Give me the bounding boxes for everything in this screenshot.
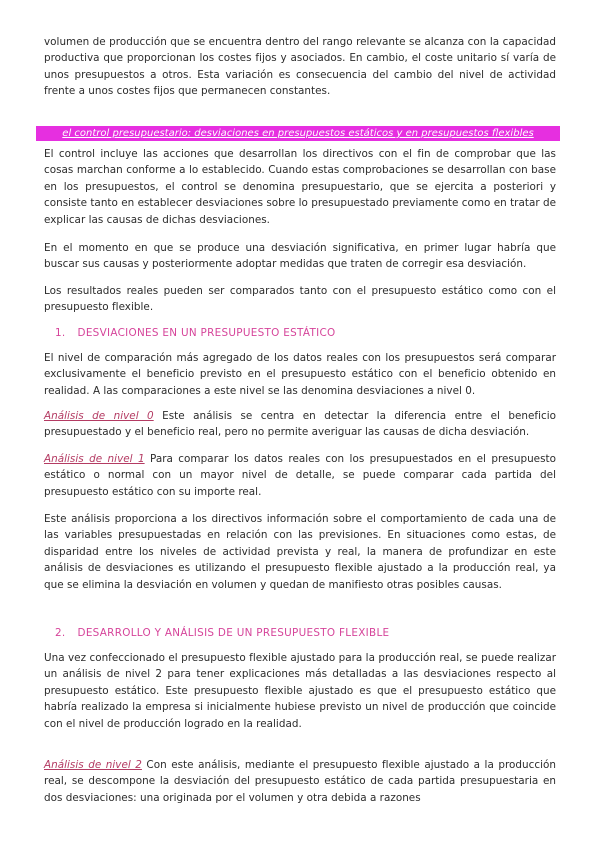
heading-desviaciones-estatico (55, 325, 336, 341)
paragraph-intro: volumen de producción que se encuentra dentro del rango relevante se alcanza con la capacidad productiva que proporcionan los costes fijos y asociados. En cambio, el coste unitario sí varía de unos presupuestos a otros. Esta variación es consecuencia del cambio del nivel de actividad frente a unos costes fijos que permanecen constantes. (44, 36, 556, 98)
paragraph-analisis-nivel-1 (44, 451, 556, 500)
level-1-label: Análisis de nivel 1 (44, 453, 145, 465)
heading-text: DESVIACIONES EN UN PRESUPUESTO ESTÁTICO (77, 327, 336, 339)
level-0-text: Este análisis se centra en detectar la diferencia entre el beneficio presupuestado y el beneficio real, pero no permite averiguar las causas de dicha desviación. (44, 410, 556, 439)
level-2-label: Análisis de nivel 2 (44, 759, 142, 771)
paragraph-control: El control incluye las acciones que desarrollan los directivos con el fin de comprobar que las cosas marchan conforme a lo establecido. Cuando estas comprobaciones se desarrollan con base en los presupuestos, el control se denomina presupuestario, que se ejercita a posteriori y consiste tanto en establecer desviaciones sobre lo presupuestado previamente como en tratar de explicar las causas de dichas desviaciones. (44, 148, 556, 226)
paragraph-analisis-info: Este análisis proporciona a los directivos información sobre el comportamiento de cada una de las variables presupuestadas en relación con las previsiones. En situaciones como estas, de disparidad entre los niveles de actividad prevista y real, la manera de profundizar en este análisis de desviaciones es utilizando el presupuesto flexible ajustado a la producción real, ya que se elimina la desviación en volumen y quedan de manifiesto otras posibles causas. (44, 513, 556, 591)
level-1-text: Para comparar los datos reales con los presupuestados en el presupuesto estático o normal con un mayor nivel de detalle, se puede comparar cada partida del presupuesto estático con su importe real. (44, 453, 557, 498)
level-0-label: Análisis de nivel 0 (44, 410, 154, 422)
section-banner: el control presupuestario: desviaciones en presupuestos estáticos y en presupuestos flexibles (36, 126, 560, 141)
heading-presupuesto-flexible (55, 625, 389, 641)
paragraph-desviacion: En el momento en que se produce una desviación significativa, en primer lugar habría que buscar sus causas y posteriormente adoptar medidas que traten de corregir esa desviación. (44, 242, 556, 271)
heading-text: DESARROLLO Y ANÁLISIS DE UN PRESUPUESTO FLEXIBLE (77, 627, 390, 639)
heading-number: 1. (55, 327, 66, 339)
paragraph-analisis-nivel-0 (44, 408, 556, 441)
paragraph-nivel-comparacion: El nivel de comparación más agregado de los datos reales con los presupuestos será comparar exclusivamente el beneficio previsto en el presupuesto estático con el beneficio obtenido en realidad. A las comparaciones a este nivel se las denomina desviaciones a nivel 0. (44, 352, 556, 397)
paragraph-analisis-nivel-2 (44, 757, 556, 806)
level-2-text: Con este análisis, mediante el presupuesto flexible ajustado a la producción real, se descompone la desviación del presupuesto estático de cada partida presupuestaria en dos desviaciones: una originada por el volumen y otra debida a razones (44, 759, 556, 804)
paragraph-flexible: Una vez confeccionado el presupuesto flexible ajustado para la producción real, se puede realizar un análisis de nivel 2 para tener explicaciones más detalladas a las desviaciones respecto al presupuesto estático. Este presupuesto flexible ajustado es que el presupuesto estático que habría realizado la empresa si inicialmente hubiese previsto un nivel de producción que coincide con el nivel de producción logrado en la realidad. (44, 652, 556, 730)
paragraph-resultados: Los resultados reales pueden ser comparados tanto con el presupuesto estático como con el presupuesto flexible. (44, 285, 556, 314)
heading-number: 2. (55, 627, 66, 639)
